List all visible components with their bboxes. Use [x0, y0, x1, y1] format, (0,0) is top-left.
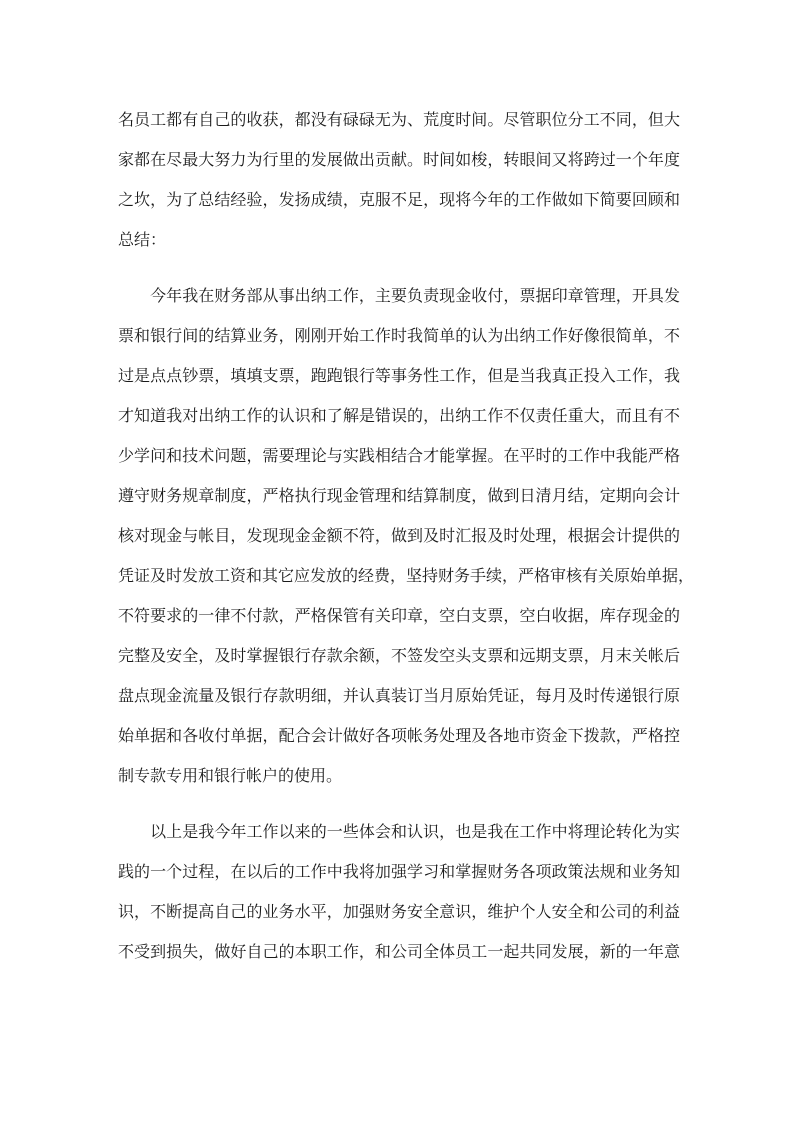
- text-line: 凭证及时发放工资和其它应发放的经费，坚持财务手续，严格审核有关原始单据，: [118, 566, 695, 585]
- text-line: 家都在尽最大努力为行里的发展做出贡献。时间如梭，转眼间又将跨过一个年度: [118, 150, 680, 169]
- text-line: 今年我在财务部从事出纳工作，主要负责现金收付，票据印章管理，开具发: [118, 286, 680, 305]
- text-line: 少学问和技术问题，需要理论与实践相结合才能掌握。在平时的工作中我能严格: [118, 446, 680, 465]
- text-line: 过是点点钞票，填填支票，跑跑银行等事务性工作，但是当我真正投入工作，我: [118, 366, 680, 385]
- text-line: 遵守财务规章制度，严格执行现金管理和结算制度，做到日清月结，定期向会计: [118, 486, 680, 505]
- text-line: 之坎，为了总结经验，发扬成绩，克服不足，现将今年的工作做如下简要回顾和: [118, 190, 680, 209]
- text-line: 识，不断提高自己的业务水平，加强财务安全意识，维护个人安全和公司的利益: [118, 902, 680, 921]
- text-line: 盘点现金流量及银行存款明细，并认真装订当月原始凭证，每月及时传递银行原: [118, 686, 680, 705]
- document-body: [118, 100, 695, 972]
- text-line: 不受到损失，做好自己的本职工作，和公司全体员工一起共同发展，新的一年意: [118, 942, 680, 961]
- paragraph-gap: [118, 796, 680, 812]
- paragraph-2: [118, 276, 695, 796]
- paragraph-3: [118, 812, 680, 972]
- text-line: 总结：: [118, 230, 167, 249]
- text-line: 始单据和各收付单据，配合会计做好各项帐务处理及各地市资金下拨款，严格控: [118, 726, 680, 745]
- text-line: 制专款专用和银行帐户的使用。: [118, 766, 343, 785]
- text-line: 完整及安全，及时掌握银行存款余额，不签发空头支票和远期支票，月末关帐后: [118, 646, 680, 665]
- text-line: 才知道我对出纳工作的认识和了解是错误的，出纳工作不仅责任重大，而且有不: [118, 406, 680, 425]
- text-line: 名员工都有自己的收获，都没有碌碌无为、荒度时间。尽管职位分工不同，但大: [118, 110, 680, 129]
- text-line: 票和银行间的结算业务，刚刚开始工作时我简单的认为出纳工作好像很简单，不: [118, 326, 680, 345]
- text-line: 践的一个过程，在以后的工作中我将加强学习和掌握财务各项政策法规和业务知: [118, 862, 680, 881]
- text-line: 以上是我今年工作以来的一些体会和认识，也是我在工作中将理论转化为实: [118, 822, 680, 841]
- paragraph-gap: [118, 260, 680, 276]
- text-line: 核对现金与帐目，发现现金金额不符，做到及时汇报及时处理，根据会计提供的: [118, 526, 680, 545]
- paragraph-1: [118, 100, 680, 260]
- text-line: 不符要求的一律不付款，严格保管有关印章，空白支票，空白收据，库存现金的: [118, 606, 680, 625]
